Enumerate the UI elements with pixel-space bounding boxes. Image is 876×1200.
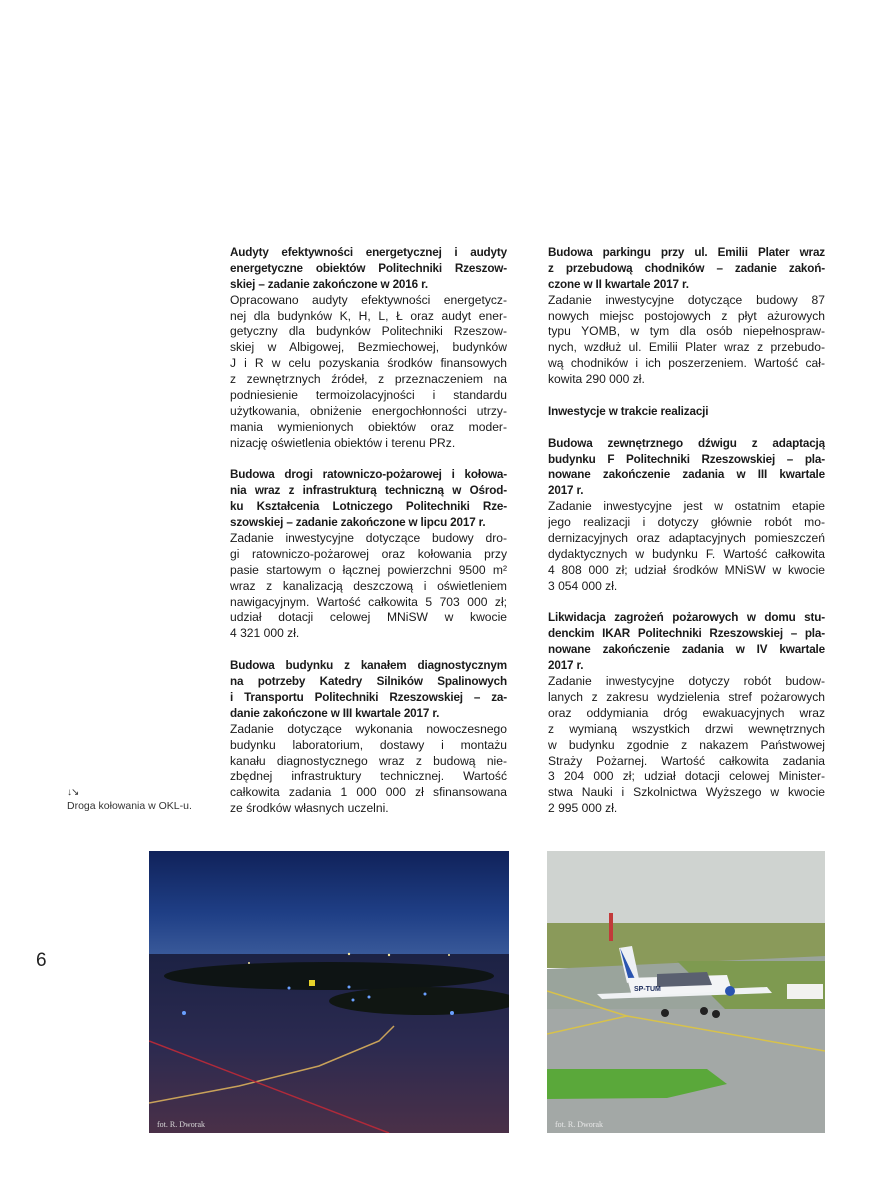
body-text-line: z wymianą wszystkich drzwi wewnętrznych bbox=[548, 721, 825, 736]
body-text-line: Zadanie inwestycyjne dotyczące budowy dro- bbox=[230, 531, 507, 546]
article-section bbox=[230, 245, 507, 452]
section-title-line: Budowa drogi ratowniczo-pożarowej i kołowa- bbox=[230, 468, 507, 482]
body-text-line: J i R w celu pozyskania środków finansowych bbox=[230, 356, 507, 371]
body-text-line: 4 808 000 zł; udział środków MNiSW w kwocie bbox=[548, 562, 825, 577]
section-title-line: Likwidacja zagrożeń pożarowych w domu stu- bbox=[548, 611, 825, 625]
body-text-line: lanych z zakresu wydzielenia stref pożarowych bbox=[548, 689, 825, 704]
body-text-line: kowita 290 000 zł. bbox=[548, 372, 645, 387]
photo-taxiway-night bbox=[149, 851, 509, 1133]
body-text-line: dernizacyjnych oraz adaptacyjnych pomieszczeń bbox=[548, 531, 825, 546]
body-text-line: 3 054 000 zł. bbox=[548, 578, 618, 593]
section-heading bbox=[548, 404, 825, 420]
page-number: 6 bbox=[36, 950, 47, 971]
body-text-line: pasie startowym o łącznej powierzchni 9500 m² bbox=[230, 562, 507, 577]
body-text-line: 4 321 000 zł. bbox=[230, 626, 300, 641]
photo-credit: fot. R. Dworak bbox=[555, 1120, 603, 1129]
body-text-line: gi ratowniczo-pożarowej oraz kołowania przy bbox=[230, 546, 507, 561]
body-text-line: oraz oddymiania dróg ewakuacyjnych wraz bbox=[548, 705, 825, 720]
section-title-line: z przebudową chodników – zadanie zakoń- bbox=[548, 261, 825, 275]
right-text-column bbox=[548, 245, 825, 817]
body-text-line: nej dla budynków K, H, L, Ł oraz audyt ener- bbox=[230, 308, 507, 323]
body-text-line: w budynku zgodnie z nakazem Państwowej bbox=[548, 737, 825, 752]
body-text-line: nych, wzdłuż ul. Emilii Plater wraz z przebudo- bbox=[548, 340, 825, 355]
section-title-line: nia wraz z infrastrukturą techniczną w Ośrod- bbox=[230, 484, 507, 498]
section-title-line: Budowa zewnętrznego dźwigu z adaptacją bbox=[548, 436, 825, 450]
article-section bbox=[230, 467, 507, 642]
section-title-line: Budowa budynku z kanałem diagnostycznym bbox=[230, 659, 507, 673]
body-text-line: wraz z kanalizacją deszczową i oświetleniem bbox=[230, 578, 507, 593]
body-text-line: wą chodników i ich poszerzeniem. Wartość cał- bbox=[548, 356, 825, 371]
paragraph-gap bbox=[548, 420, 825, 436]
arrow-down-icon: ↓↘ bbox=[67, 787, 79, 798]
body-text-line: 3 204 000 zł; udział dotacji celowej Minister- bbox=[548, 769, 825, 784]
aircraft-registration: SP-TUM bbox=[634, 986, 661, 993]
section-title-line: budynku F Politechniki Rzeszowskiej – pla- bbox=[548, 452, 825, 466]
section-title-line: i Transportu Politechniki Rzeszowskiej – za- bbox=[230, 690, 507, 704]
body-text-line: zbędnej infrastruktury technicznej. Wartość bbox=[230, 769, 507, 784]
body-text-line: nizację oświetlenia obiektów i terenu PRz. bbox=[230, 435, 456, 450]
body-text-line: Zadanie inwestycyjne jest w ostatnim etapie bbox=[548, 499, 825, 514]
body-text-line: getyczny dla budynków Politechniki Rzeszow- bbox=[230, 324, 507, 339]
section-title-line: skiej – zadanie zakończone w 2016 r. bbox=[230, 277, 428, 291]
paragraph-gap bbox=[548, 595, 825, 611]
body-text-line: nawigacyjnym. Wartość całkowita 5 703 000 zł; bbox=[230, 594, 507, 609]
section-title-line: czone w II kwartale 2017 r. bbox=[548, 277, 689, 291]
paragraph-gap bbox=[230, 452, 507, 468]
paragraph-gap bbox=[548, 388, 825, 404]
photo-aircraft-taxiing bbox=[547, 851, 825, 1133]
section-title-line: 2017 r. bbox=[548, 659, 584, 673]
section-title-line: nowane zakończenie zadania w III kwartale bbox=[548, 468, 825, 482]
section-title-line: nowane zakończenie zadania w IV kwartale bbox=[548, 643, 825, 657]
left-text-column bbox=[230, 245, 507, 817]
caption-text: Droga kołowania w OKL-u. bbox=[67, 800, 192, 812]
body-text-line: Zadanie inwestycyjne dotyczy robót budow- bbox=[548, 674, 825, 689]
body-text-line: mania wymienionych obiektów oraz moder- bbox=[230, 419, 507, 434]
body-text-line: Zadanie inwestycyjne dotyczące budowy 87 bbox=[548, 292, 825, 307]
body-text-line: budynku laboratorium, dostawy i montażu bbox=[230, 737, 507, 752]
section-title-line: Inwestycje w trakcie realizacji bbox=[548, 404, 709, 418]
body-text-line: skiej w Albigowej, Bezmiechowej, budynków bbox=[230, 340, 507, 355]
article-section bbox=[548, 245, 825, 388]
body-text-line: Straży Pożarnej. Wartość całkowita zadania bbox=[548, 753, 825, 768]
body-text-line: z zewnętrznych źródeł, z przeznaczeniem na bbox=[230, 372, 507, 387]
body-text-line: 2 995 000 zł. bbox=[548, 801, 618, 816]
section-title-line: danie zakończone w III kwartale 2017 r. bbox=[230, 706, 440, 720]
article-section bbox=[230, 658, 507, 817]
section-title-line: na potrzeby Katedry Silników Spalinowych bbox=[230, 675, 507, 689]
body-text-line: udział dotacji celowej MNiSW w kwocie bbox=[230, 610, 507, 625]
section-title-line: 2017 r. bbox=[548, 484, 584, 498]
section-title-line: Budowa parkingu przy ul. Emilii Plater wraz bbox=[548, 246, 825, 259]
photo-caption bbox=[67, 787, 192, 812]
body-text-line: całkowita zadania 1 000 000 zł sfinansowana bbox=[230, 785, 507, 800]
section-title-line: energetyczne obiektów Politechniki Rzeszow- bbox=[230, 261, 507, 275]
body-text-line: kanału diagnostycznego wraz z budową nie- bbox=[230, 753, 507, 768]
body-text-line: nowych miejsc postojowych z płyt ażurowych bbox=[548, 308, 825, 323]
body-text-line: dydaktycznych w budynku F. Wartość całkowita bbox=[548, 546, 825, 561]
section-title-line: szowskiej – zadanie zakończone w lipcu 2017 r. bbox=[230, 516, 486, 530]
body-text-line: Opracowano audyty efektywności energetycz- bbox=[230, 292, 507, 307]
body-text-line: typu YOMB, w tym dla osób niepełnospraw- bbox=[548, 324, 825, 339]
section-title-line: ku Kształcenia Lotniczego Politechniki Rze- bbox=[230, 500, 507, 514]
section-title-line: Audyty efektywności energetycznej i audyty bbox=[230, 246, 507, 259]
body-text-line: jego realizacji i dotyczy głównie robót mo- bbox=[548, 515, 825, 530]
paragraph-gap bbox=[230, 642, 507, 658]
article-section bbox=[548, 436, 825, 595]
article-section bbox=[548, 610, 825, 817]
body-text-line: Zadanie dotyczące wykonania nowoczesnego bbox=[230, 721, 507, 736]
section-title-line: denckim IKAR Politechniki Rzeszowskiej – pla- bbox=[548, 627, 825, 641]
photo-credit: fot. R. Dworak bbox=[157, 1120, 205, 1129]
body-text-line: ze środków własnych uczelni. bbox=[230, 801, 389, 816]
body-text-line: stwa Nauki i Szkolnictwa Wyższego w kwocie bbox=[548, 785, 825, 800]
body-text-line: podniesienie termoizolacyjności i standardu bbox=[230, 388, 507, 403]
body-text-line: użytkowania, obniżenie energochłonności utrzy- bbox=[230, 403, 507, 418]
